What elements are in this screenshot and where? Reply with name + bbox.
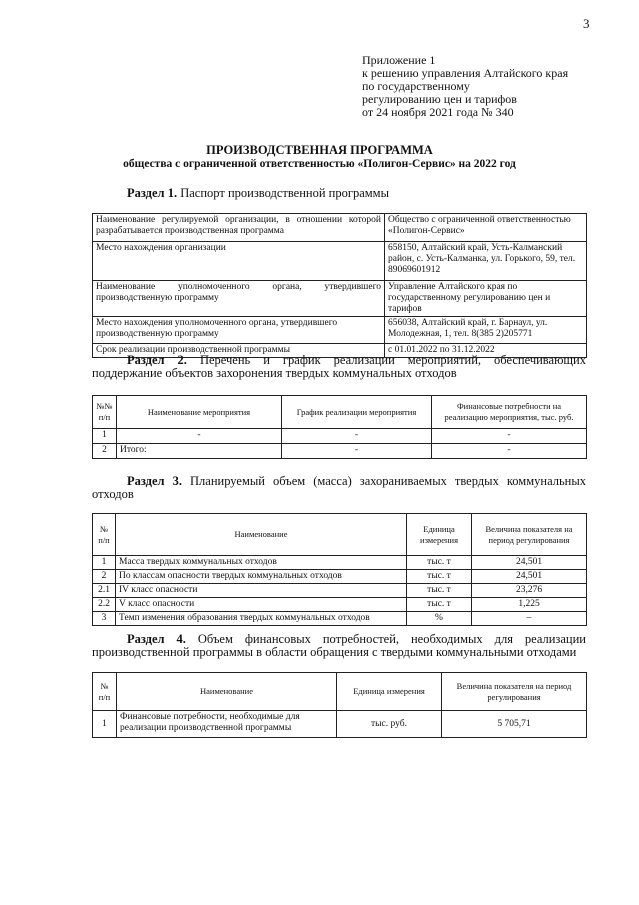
table-header-row	[93, 396, 587, 429]
section4-label: Раздел 4.	[127, 632, 186, 646]
table-cell: 24,501	[472, 570, 587, 584]
appendix-line: Приложение 1	[362, 53, 436, 67]
column-header: № п/п	[93, 514, 116, 556]
section3-label: Раздел 3.	[127, 474, 182, 488]
appendix-block	[362, 54, 568, 119]
table-cell: Итого:	[117, 444, 282, 459]
table-row	[93, 317, 587, 344]
table-cell: Финансовые потребности, необходимые для реализации производственной программы	[117, 711, 337, 738]
table-cell: –	[472, 612, 587, 626]
table-cell: Наименование уполномоченного органа, утвердившего производственную программу	[93, 281, 385, 317]
appendix-line: по государственному	[362, 79, 470, 93]
table-cell: 656038, Алтайский край, г. Барнаул, ул. Молодежная, 1, тел. 8(385 2)205771	[385, 317, 587, 344]
table-cell: %	[407, 612, 472, 626]
volume-table	[92, 513, 587, 626]
table-cell: -	[117, 429, 282, 444]
table-cell: -	[282, 429, 432, 444]
table-cell: тыс. т	[407, 598, 472, 612]
table-cell: V класс опасности	[116, 598, 407, 612]
table-cell: -	[432, 429, 587, 444]
table-cell: тыс. т	[407, 584, 472, 598]
section2-text: Перечень и график реализации мероприятий, обеспечивающих поддержание объектов захоронения твердых коммунальных отходов	[92, 353, 586, 380]
column-header: Наименование мероприятия	[117, 396, 282, 429]
table-cell: Наименование регулируемой организации, в отношении которой разрабатывается производственная программа	[93, 214, 385, 242]
table-cell: -	[432, 444, 587, 459]
table-cell: 24,501	[472, 556, 587, 570]
table-cell: Срок реализации производственной программы	[93, 344, 385, 358]
column-header: Наименование	[117, 673, 337, 711]
table-cell: -	[282, 444, 432, 459]
appendix-line: регулированию цен и тарифов	[362, 92, 517, 106]
table-row	[93, 570, 587, 584]
table-row	[93, 584, 587, 598]
section4-text: Объем финансовых потребностей, необходимых для реализации производственной программы в области обращения с твердыми коммунальными отходами	[92, 632, 586, 659]
page-number: 3	[583, 16, 590, 31]
table-row	[93, 429, 587, 444]
table-header-row	[93, 673, 587, 711]
table-cell: 2.1	[93, 584, 116, 598]
table-cell: По классам опасности твердых коммунальных отходов	[116, 570, 407, 584]
section4-heading	[92, 633, 586, 659]
table-cell: 1,225	[472, 598, 587, 612]
appendix-line: к решению управления Алтайского края	[362, 66, 569, 80]
section1-text: Паспорт производственной программы	[180, 186, 389, 200]
section3-text: Планируемый объем (масса) захораниваемых твердых коммунальных отходов	[92, 474, 587, 501]
finance-table	[92, 672, 587, 738]
column-header: Финансовые потребности на реализацию мероприятия, тыс. руб.	[432, 396, 587, 429]
table-row	[93, 598, 587, 612]
column-header: № п/п	[93, 673, 117, 711]
table-row	[93, 556, 587, 570]
table-cell: IV класс опасности	[116, 584, 407, 598]
table-cell: 5 705,71	[442, 711, 587, 738]
table-cell: 1	[93, 429, 117, 444]
title-main: ПРОИЗВОДСТВЕННАЯ ПРОГРАММА	[206, 143, 433, 157]
table-cell: Управление Алтайского края по государственному регулированию цен и тарифов	[385, 281, 587, 317]
document-title	[0, 143, 639, 171]
table-row	[93, 281, 587, 317]
table-header-row	[93, 514, 587, 556]
table-cell: 23,276	[472, 584, 587, 598]
column-header: Наименование	[116, 514, 407, 556]
table-cell: 3	[93, 612, 116, 626]
column-header: Величина показателя на период регулирования	[472, 514, 587, 556]
table-cell: тыс. руб.	[337, 711, 442, 738]
measures-table	[92, 395, 587, 459]
section1-heading	[127, 186, 389, 200]
table-row	[93, 444, 587, 459]
appendix-line: от 24 ноября 2021 года № 340	[362, 105, 514, 119]
table-cell: 1	[93, 556, 116, 570]
table-cell: Место нахождения уполномоченного органа, утвердившего производственную программу	[93, 317, 385, 344]
table-row	[93, 214, 587, 242]
table-row	[93, 242, 587, 281]
table-cell: Общество с ограниченной ответственностью «Полигон-Сервис»	[385, 214, 587, 242]
table-row	[93, 612, 587, 626]
column-header: №№ п/п	[93, 396, 117, 429]
column-header: Единица измерения	[337, 673, 442, 711]
column-header: График реализации мероприятия	[282, 396, 432, 429]
table-cell: тыс. т	[407, 556, 472, 570]
table-cell: Масса твердых коммунальных отходов	[116, 556, 407, 570]
section1-label: Раздел 1.	[127, 186, 178, 200]
table-cell: тыс. т	[407, 570, 472, 584]
table-cell: Темп изменения образования твердых коммунальных отходов	[116, 612, 407, 626]
section3-heading	[92, 475, 586, 501]
title-sub: общества с ограниченной ответственностью «Полигон-Сервис» на 2022 год	[123, 158, 516, 170]
table-row	[93, 711, 587, 738]
table-cell: 2.2	[93, 598, 116, 612]
table-cell: 2	[93, 570, 116, 584]
table-cell: 658150, Алтайский край, Усть-Калманский район, с. Усть-Калманка, ул. Горького, 59, тел. 89069601912	[385, 242, 587, 281]
section2-label: Раздел 2.	[127, 353, 187, 367]
passport-table	[92, 213, 587, 358]
table-cell: 1	[93, 711, 117, 738]
table-cell: с 01.01.2022 по 31.12.2022	[385, 344, 587, 358]
section2-heading	[92, 354, 586, 380]
table-cell: 2	[93, 444, 117, 459]
table-cell: Место нахождения организации	[93, 242, 385, 281]
column-header: Величина показателя на период регулирования	[442, 673, 587, 711]
column-header: Единица измерения	[407, 514, 472, 556]
